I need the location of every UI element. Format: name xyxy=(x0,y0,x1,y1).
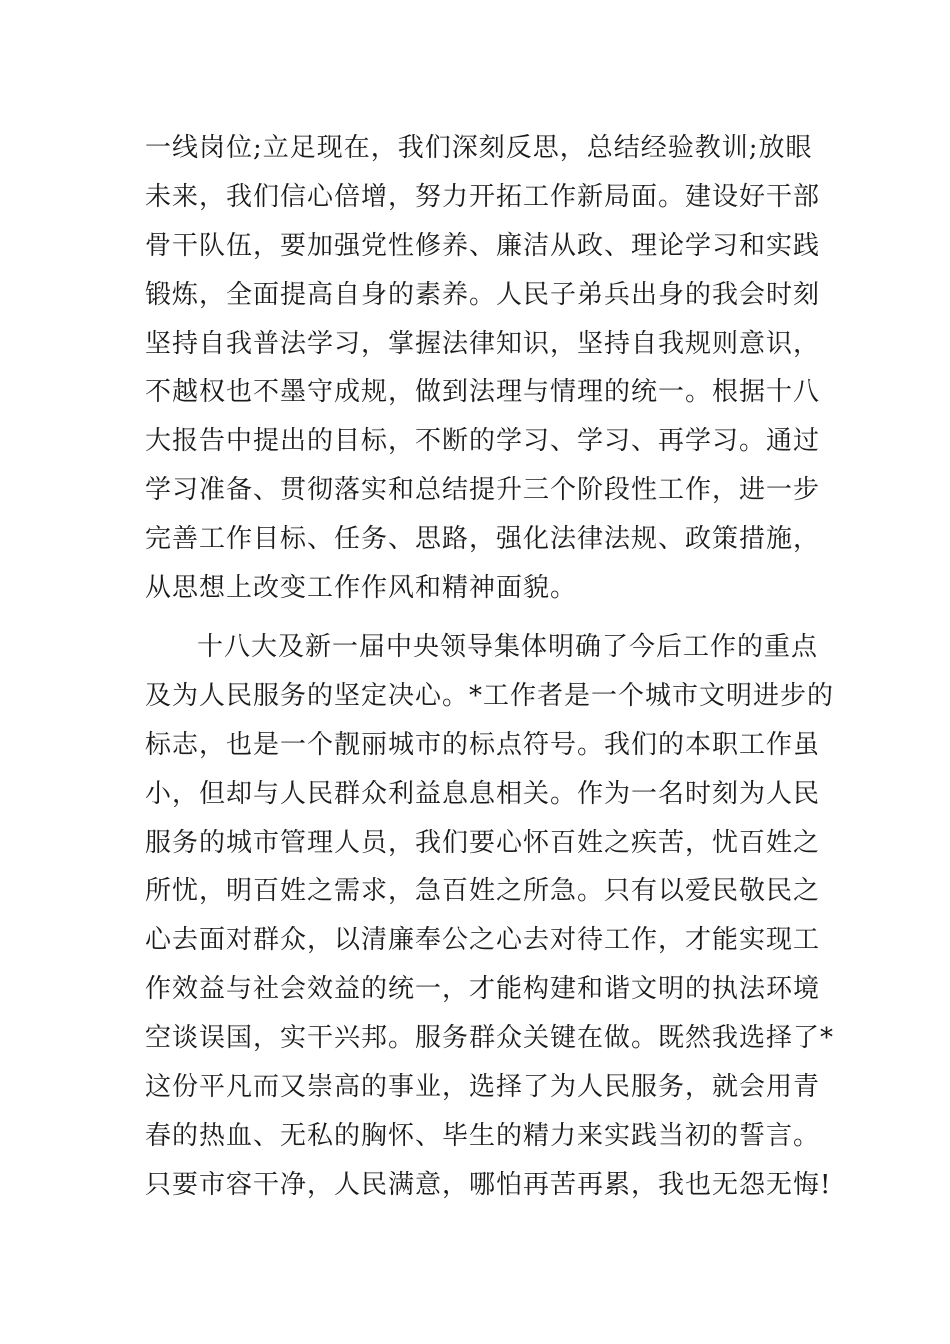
paragraph-2 xyxy=(145,623,835,1210)
text-line: 标志，也是一个靓丽城市的标点符号。我们的本职工作虽 xyxy=(145,729,821,760)
text-line: 及为人民服务的坚定决心。*工作者是一个城市文明进步的 xyxy=(145,680,835,711)
text-line: 完善工作目标、任务、思路，强化法律法规、政策措施， xyxy=(145,524,821,555)
text-line: 只要市容干净，人民满意，哪怕再苦再累，我也无怨无悔! xyxy=(145,1169,832,1200)
text-line: 一线岗位;立足现在，我们深刻反思，总结经验教训;放眼 xyxy=(145,133,813,163)
text-line: 作效益与社会效益的统一，才能构建和谐文明的执法环境 xyxy=(145,974,821,1005)
text-line: 坚持自我普法学习，掌握法律知识，坚持自我规则意识， xyxy=(145,328,821,359)
text-line: 不越权也不墨守成规，做到法理与情理的统一。根据十八 xyxy=(145,377,821,408)
text-line: 学习准备、贯彻落实和总结提升三个阶段性工作，进一步 xyxy=(145,475,821,506)
text-line: 所忧，明百姓之需求，急百姓之所急。只有以爱民敬民之 xyxy=(145,876,821,907)
paragraph-1 xyxy=(145,124,821,613)
text-line: 从思想上改变工作作风和精神面貌。 xyxy=(145,573,578,604)
text-line: 小，但却与人民群众利益息息相关。作为一名时刻为人民 xyxy=(145,778,821,809)
text-line: 空谈误国，实干兴邦。服务群众关键在做。既然我选择了* xyxy=(145,1023,835,1054)
text-line: 骨干队伍，要加强党性修养、廉洁从政、理论学习和实践 xyxy=(145,230,821,261)
text-line: 服务的城市管理人员，我们要心怀百姓之疾苦，忧百姓之 xyxy=(145,827,821,858)
text-line: 大报告中提出的目标，不断的学习、学习、再学习。通过 xyxy=(145,426,821,457)
text-line: 这份平凡而又崇高的事业，选择了为人民服务，就会用青 xyxy=(145,1072,821,1103)
text-line: 心去面对群众，以清廉奉公之心去对待工作，才能实现工 xyxy=(145,925,821,956)
text-line: 未来，我们信心倍增，努力开拓工作新局面。建设好干部 xyxy=(145,181,821,212)
text-line-indented: 十八大及新一届中央领导集体明确了今后工作的重点 xyxy=(197,632,819,662)
text-line: 锻炼，全面提高自身的素养。人民子弟兵出身的我会时刻 xyxy=(145,279,821,310)
text-line: 春的热血、无私的胸怀、毕生的精力来实践当初的誓言。 xyxy=(145,1120,821,1151)
